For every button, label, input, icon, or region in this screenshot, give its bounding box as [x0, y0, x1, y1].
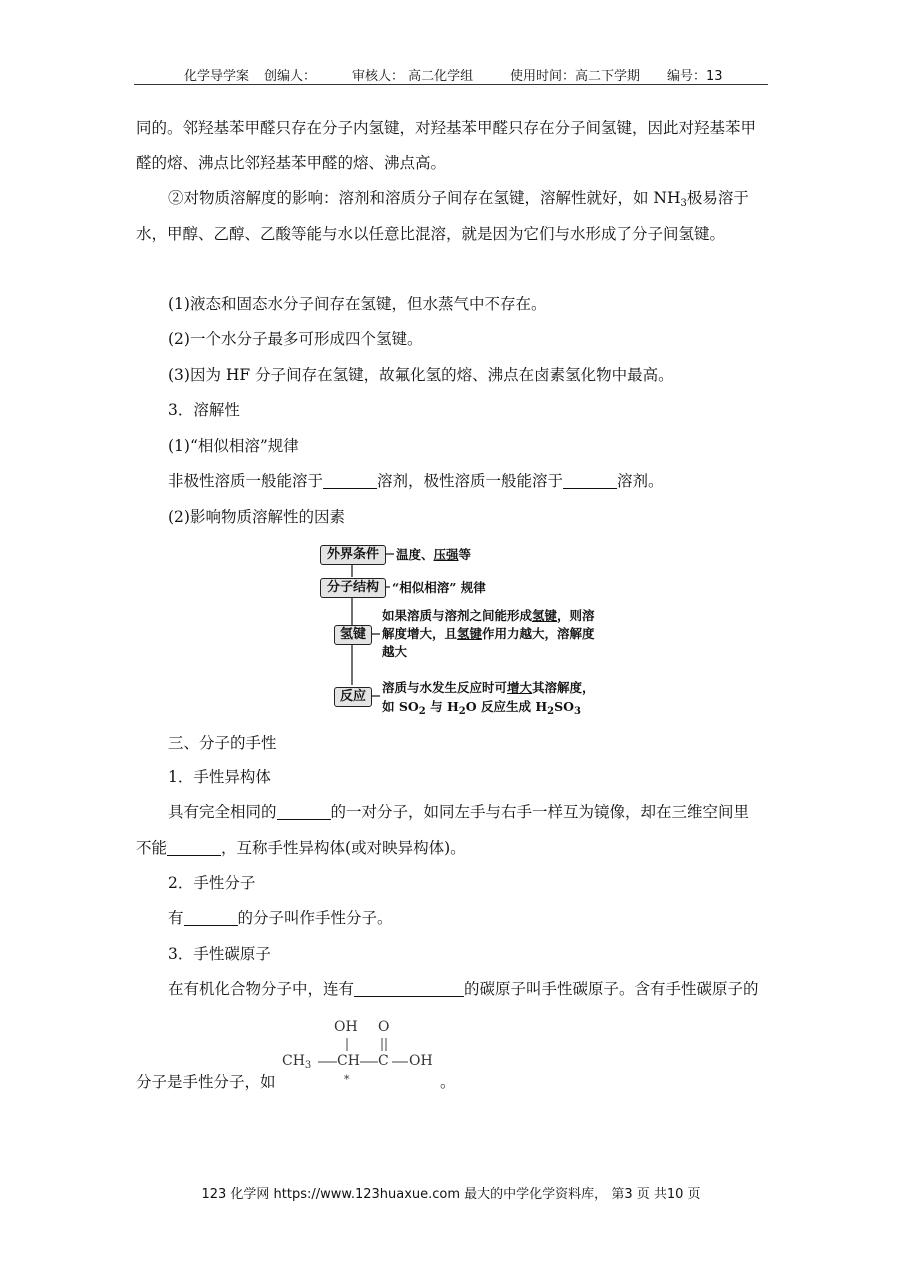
- text-segment: 氢键: [457, 626, 483, 641]
- fill-blank[interactable]: [167, 839, 221, 856]
- paragraph-line: 分子是手性分子，如: [136, 1073, 276, 1091]
- header-author: 创编人：: [264, 69, 317, 84]
- subscript: 2: [458, 706, 466, 717]
- note-item: (1)液态和固态水分子间存在氢键，但水蒸气中不存在。: [168, 295, 547, 313]
- factor-desc-hbond-line: [382, 607, 595, 624]
- text-segment: 等: [458, 547, 472, 562]
- factor-box-structure: 分子结构: [320, 578, 386, 598]
- carbonyl-oxygen-label: O: [378, 1019, 390, 1035]
- text-segment: 溶剂，极性溶质一般能溶于: [377, 472, 564, 490]
- subsection-heading: (1)“相似相溶”规律: [168, 437, 299, 455]
- text-segment: 具有完全相同的: [168, 803, 277, 821]
- text-segment: SO: [554, 699, 575, 714]
- text-segment: 溶质与水发生反应时可: [382, 680, 508, 695]
- carboxyl-carbon-label: C: [378, 1053, 389, 1069]
- note-item: (3)因为 HF 分子间存在氢键，故氟化氢的熔、沸点在卤素氢化物中最高。: [168, 366, 674, 384]
- header-number: 编号：13: [667, 69, 723, 84]
- carboxyl-oh-label: OH: [409, 1053, 433, 1069]
- factor-desc-hbond-line: [382, 625, 595, 642]
- factor-desc-hbond-line: 越大: [382, 644, 408, 659]
- methyl-label: [282, 1053, 311, 1071]
- text-segment: 温度、: [396, 547, 434, 562]
- page-header: [134, 64, 768, 85]
- lactic-acid-structure: [280, 1015, 450, 1095]
- factor-desc-external: [396, 546, 471, 563]
- paragraph-line: [168, 802, 749, 822]
- text-segment: ②对物质溶解度的影响：溶剂和溶质分子间存在氢键，溶解性就好，如 NH: [168, 189, 681, 207]
- factor-desc-reaction-line: [382, 698, 581, 720]
- subsection-heading: 1．手性异构体: [168, 768, 271, 786]
- text-segment: 非极性溶质一般能溶于: [168, 472, 324, 490]
- text-segment: O 反应生成 H: [465, 699, 548, 714]
- subsection-heading: (2)影响物质溶解性的因素: [168, 508, 345, 526]
- header-use-time: 使用时间：高二下学期: [510, 69, 641, 84]
- header-reviewer: 审核人： 高二化学组: [352, 69, 474, 84]
- chiral-marker: *: [344, 1073, 350, 1086]
- section-heading: 3．溶解性: [168, 401, 240, 419]
- fill-blank[interactable]: [563, 472, 617, 489]
- note-item: (2)一个水分子最多可形成四个氢键。: [168, 330, 423, 348]
- hydroxyl-label: OH: [334, 1019, 358, 1035]
- factor-desc-structure: “相似相溶” 规律: [392, 580, 486, 595]
- paragraph-line: [168, 908, 393, 928]
- text-segment: 氢键: [532, 608, 558, 623]
- page-footer: 123 化学网 https://www.123huaxue.com 最大的中学化学资料库， 第3 页 共10 页: [201, 1187, 701, 1202]
- subscript: 3: [680, 198, 687, 209]
- subscript: 2: [418, 706, 426, 717]
- section-heading: 三、分子的手性: [168, 734, 277, 752]
- subscript: 2: [547, 706, 555, 717]
- subscript: 3: [304, 1060, 312, 1071]
- factor-box-reaction: 反应: [334, 687, 372, 707]
- factor-desc-reaction-line: [382, 679, 595, 696]
- paragraph-line: [168, 471, 664, 491]
- paragraph-line: 同的。邻羟基苯甲醛只存在分子内氢键，对羟基苯甲醛只存在分子间氢键，因此对羟基苯甲: [136, 119, 757, 137]
- text-segment: 的一对分子，如同左手与右手一样互为镜像，却在三维空间里: [330, 803, 750, 821]
- text-segment: 的碳原子叫手性碳原子。含有手性碳原子的: [464, 980, 759, 998]
- text-segment: 有: [168, 909, 184, 927]
- text-segment: 其溶解度，: [532, 680, 595, 695]
- subscript: 3: [574, 706, 581, 717]
- text-segment: ，则溶: [557, 608, 595, 623]
- paragraph-line: [136, 838, 466, 858]
- solubility-factors-diagram: [318, 544, 638, 720]
- paragraph-line: 醛的熔、沸点比邻羟基苯甲醛的熔、沸点高。: [136, 154, 447, 172]
- text-segment: 不能: [136, 839, 168, 857]
- text-segment: 压强: [433, 547, 459, 562]
- text-segment: 极易溶于: [686, 189, 749, 207]
- chiral-carbon-label: CH: [337, 1053, 360, 1069]
- text-segment: ，互称手性异构体(或对映异构体)。: [221, 839, 466, 857]
- text-segment: 如 SO: [382, 699, 419, 714]
- text-segment: 增大: [507, 680, 533, 695]
- text-segment: 在有机化合物分子中，连有: [168, 980, 355, 998]
- subsection-heading: 2．手性分子: [168, 874, 256, 892]
- header-doc-type: 化学导学案: [184, 69, 250, 84]
- text-segment: 溶剂。: [617, 472, 664, 490]
- paragraph-line: 水，甲醇、乙醇、乙酸等能与水以任意比混溶，就是因为它们与水形成了分子间氢键。: [136, 225, 726, 243]
- fill-blank[interactable]: [323, 472, 377, 489]
- fill-blank[interactable]: [354, 980, 464, 997]
- text-segment: 与 H: [425, 699, 459, 714]
- factor-box-external: 外界条件: [320, 545, 386, 565]
- subsection-heading: 3．手性碳原子: [168, 945, 271, 963]
- text-segment: 作用力越大，溶解度: [482, 626, 595, 641]
- text-segment: 的分子叫作手性分子。: [237, 909, 393, 927]
- text-segment: 如果溶质与溶剂之间能形成: [382, 608, 533, 623]
- text-segment: CH: [282, 1053, 305, 1069]
- factor-box-hbond: 氢键: [334, 625, 372, 645]
- paragraph-line: [168, 188, 749, 214]
- text-segment: 解度增大，且: [382, 626, 458, 641]
- fill-blank[interactable]: [184, 909, 238, 926]
- fill-blank[interactable]: [277, 803, 331, 820]
- paragraph-line: [168, 979, 759, 999]
- sentence-end: 。: [440, 1073, 456, 1091]
